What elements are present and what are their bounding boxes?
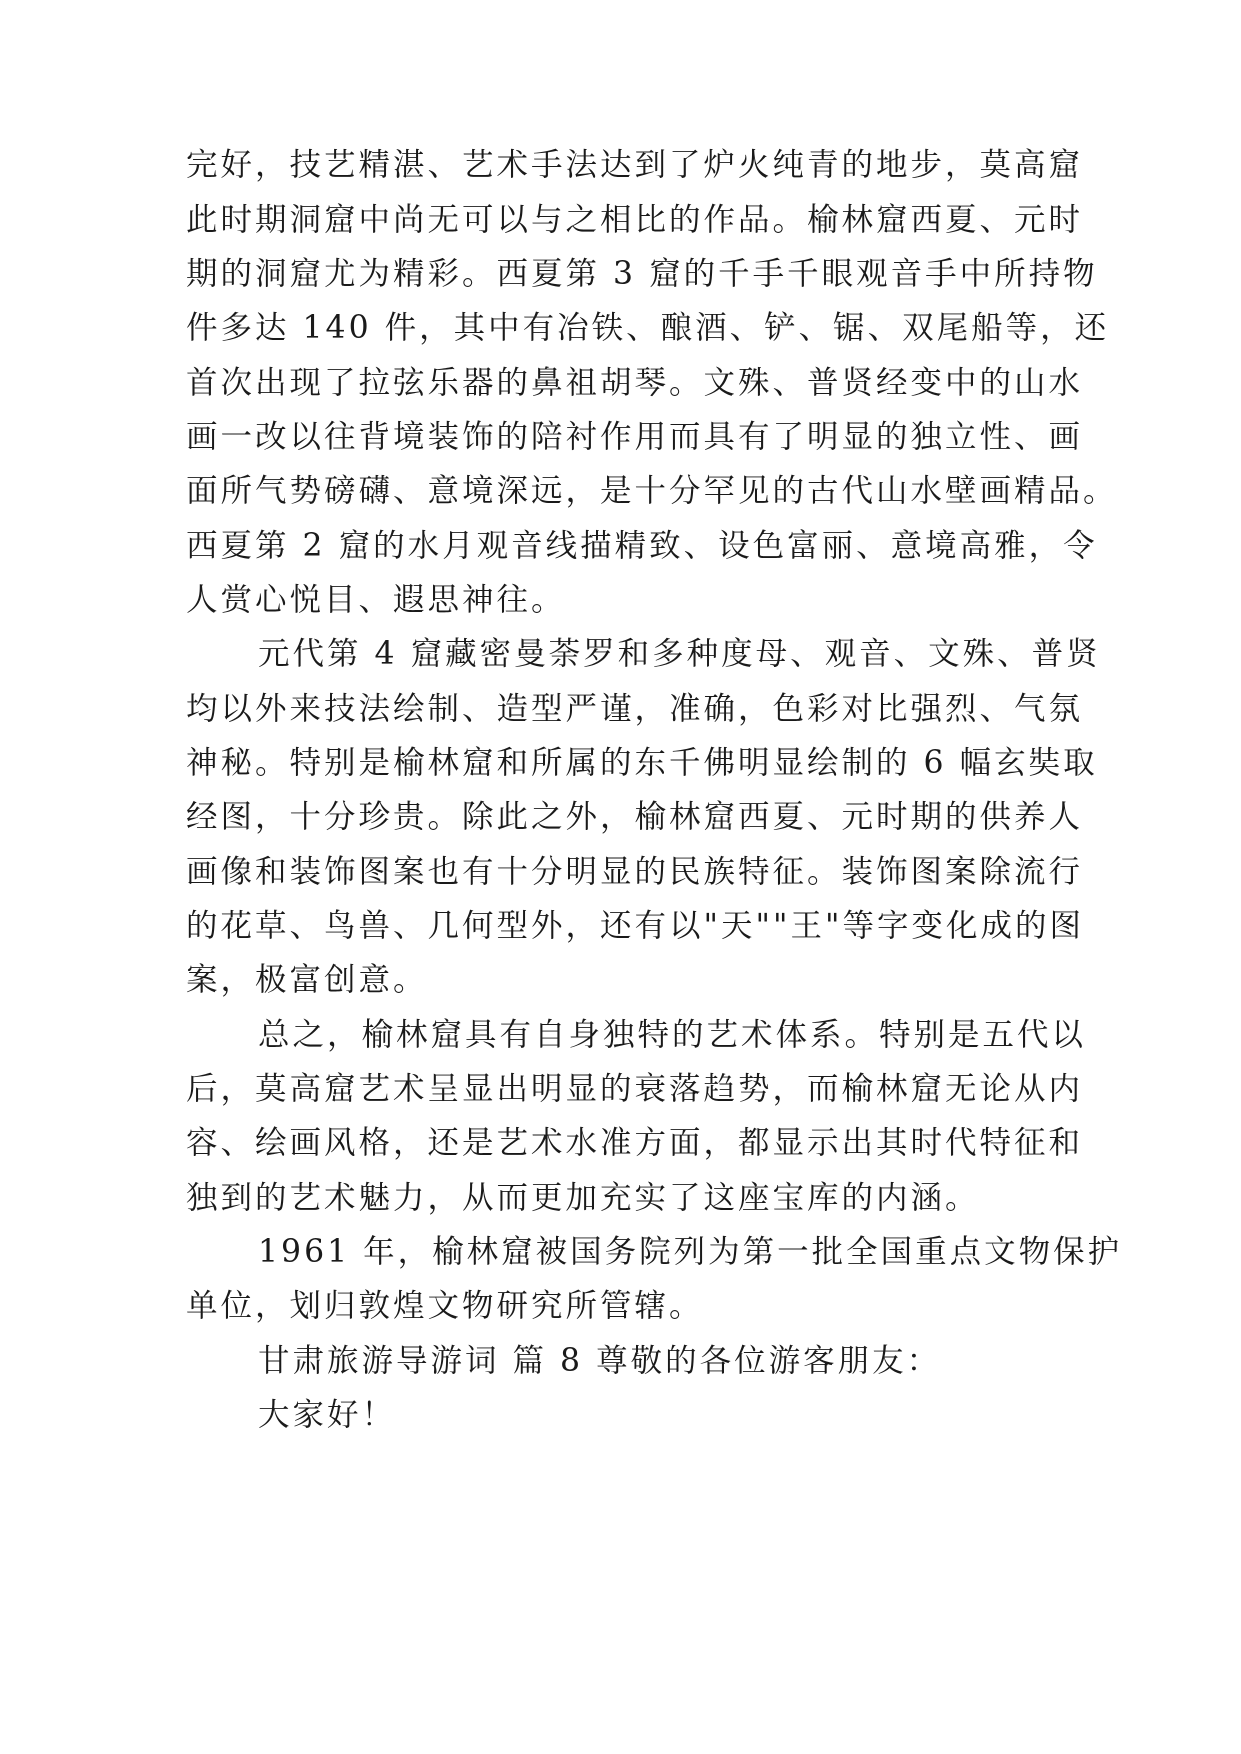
text-line: 人赏心悦目、遐思神往。	[186, 582, 566, 618]
section-heading-line: 甘肃旅游导游词 篇 8 尊敬的各位游客朋友：	[258, 1343, 942, 1379]
text-line: 完好，技艺精湛、艺术手法达到了炉火纯青的地步，莫高窟	[186, 147, 1084, 183]
paragraph-first-line: 总之，榆林窟具有自身独特的艺术体系。特别是五代以	[258, 1017, 1087, 1053]
text-line: 画像和装饰图案也有十分明显的民族特征。装饰图案除流行	[186, 854, 1084, 890]
text-line: 均以外来技法绘制、造型严谨，准确，色彩对比强烈、气氛	[186, 691, 1084, 727]
text-line: 单位，划归敦煌文物研究所管辖。	[186, 1288, 704, 1324]
text-line: 此时期洞窟中尚无可以与之相比的作品。榆林窟西夏、元时	[186, 202, 1084, 238]
text-line: 首次出现了拉弦乐器的鼻祖胡琴。文殊、普贤经变中的山水	[186, 365, 1084, 401]
text-line: 期的洞窟尤为精彩。西夏第 3 窟的千手千眼观音手中所持物	[186, 256, 1098, 292]
text-line: 经图，十分珍贵。除此之外，榆林窟西夏、元时期的供养人	[186, 799, 1084, 835]
text-line: 的花草、鸟兽、几何型外，还有以"天""王"等字变化成的图	[186, 908, 1084, 944]
greeting-line: 大家好！	[258, 1397, 397, 1433]
text-line: 后，莫高窟艺术呈显出明显的衰落趋势，而榆林窟无论从内	[186, 1071, 1084, 1107]
paragraph-first-line: 元代第 4 窟藏密曼荼罗和多种度母、观音、文殊、普贤	[258, 636, 1101, 672]
text-line: 容、绘画风格，还是艺术水准方面，都显示出其时代特征和	[186, 1125, 1084, 1161]
text-line: 案，极富创意。	[186, 962, 428, 998]
text-line: 画一改以往背境装饰的陪衬作用而具有了明显的独立性、画	[186, 419, 1084, 455]
text-line: 西夏第 2 窟的水月观音线描精致、设色富丽、意境高雅，令	[186, 528, 1098, 564]
text-line: 面所气势磅礴、意境深远，是十分罕见的古代山水壁画精品。	[186, 473, 1118, 509]
text-line: 神秘。特别是榆林窟和所属的东千佛明显绘制的 6 幅玄奘取	[186, 745, 1098, 781]
text-line: 件多达 140 件，其中有冶铁、酿酒、铲、锯、双尾船等，还	[186, 310, 1110, 346]
paragraph-first-line: 1961 年，榆林窟被国务院列为第一批全国重点文物保护	[258, 1234, 1123, 1270]
text-line: 独到的艺术魅力，从而更加充实了这座宝库的内涵。	[186, 1180, 980, 1216]
